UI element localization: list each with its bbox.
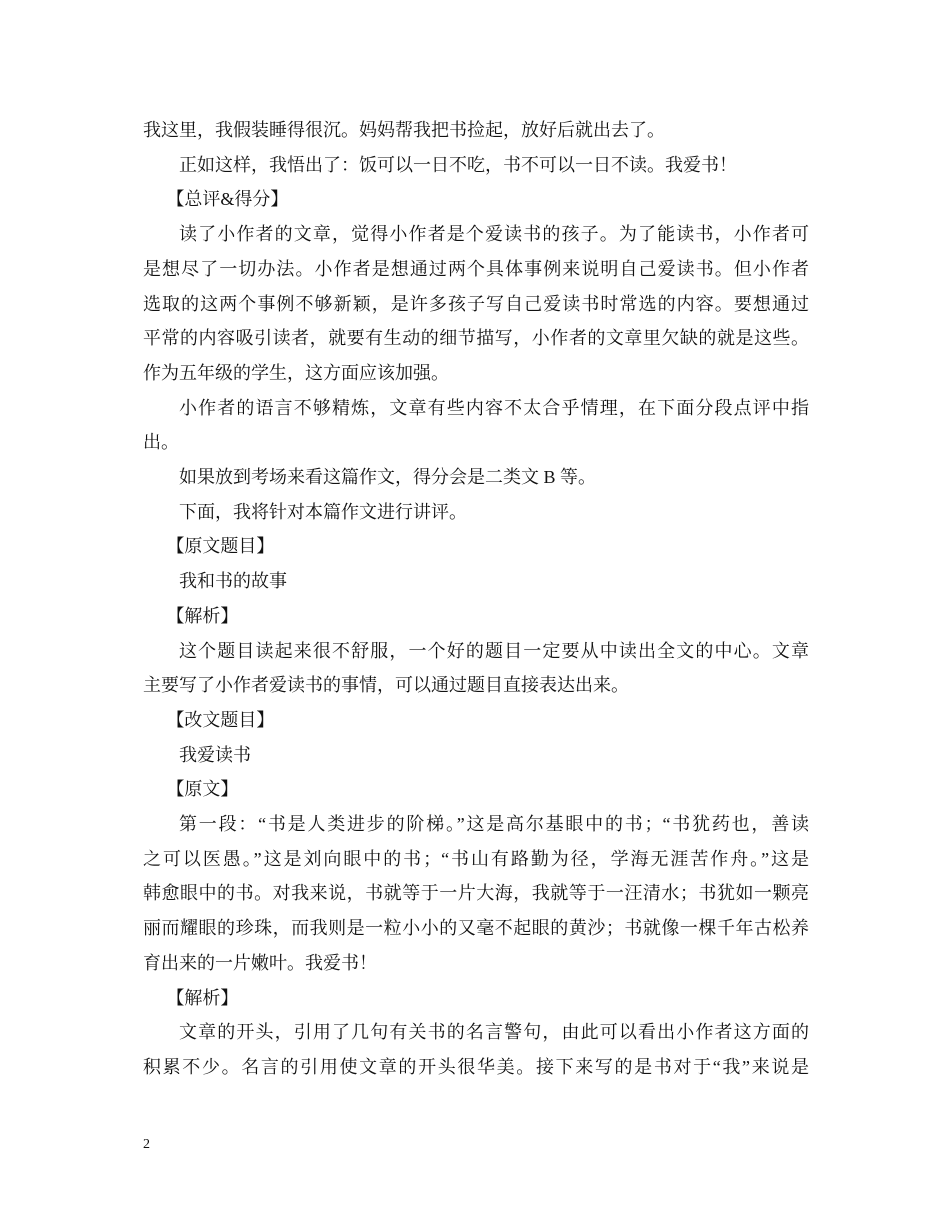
section-heading-text: 【解析】 <box>166 987 239 1008</box>
paragraph-line: 如果放到考场来看这篇作文，得分会是二类文 B 等。 <box>179 467 597 488</box>
paragraph-line: 第一段：“书是人类进步的阶梯。”这是高尔基眼中的书；“书犹药也，善读 <box>179 814 809 835</box>
paragraph-line: 读了小作者的文章，觉得小作者是个爱读书的孩子。为了能读书，小作者可 <box>179 224 809 245</box>
paragraph-line: 我这里，我假装睡得很沉。妈妈帮我把书捡起，放好后就出去了。 <box>143 120 665 140</box>
paragraph-line: 我和书的故事 <box>179 571 287 592</box>
section-heading-analysis <box>143 981 809 1016</box>
paragraph-line: 积累不少。名言的引用使文章的开头很华美。接下来写的是书对于“我”来说是 <box>143 1056 809 1077</box>
section-heading-original-title <box>143 529 809 564</box>
section-heading-text: 【改文题目】 <box>166 709 275 730</box>
paragraph-line: 小作者的语言不够精炼，文章有些内容不太合乎情理，在下面分段点评中指 <box>179 397 809 418</box>
paragraph <box>143 738 809 773</box>
paragraph-line: 文章的开头，引用了几句有关书的名言警句，由此可以看出小作者这方面的 <box>179 1022 809 1043</box>
page-number: 2 <box>143 1137 150 1152</box>
section-heading-revised-title <box>143 703 809 738</box>
section-heading-text: 【解析】 <box>166 605 239 626</box>
paragraph-line: 平常的内容吸引读者，就要有生动的细节描写，小作者的文章里欠缺的就是这些。 <box>143 328 809 349</box>
paragraph-line: 选取的这两个事例不够新颖，是许多孩子写自己爱读书时常选的内容。要想通过 <box>143 293 809 314</box>
paragraph <box>143 1015 809 1084</box>
document-body <box>143 113 809 1085</box>
section-heading-analysis <box>143 599 809 634</box>
paragraph <box>143 391 809 460</box>
paragraph <box>143 217 809 391</box>
paragraph-line: 之可以医愚。”这是刘向眼中的书；“书山有路勤为径，学海无涯苦作舟。”这是 <box>143 848 809 869</box>
paragraph-line: 下面，我将针对本篇作文进行讲评。 <box>179 501 467 522</box>
paragraph <box>143 564 809 599</box>
paragraph <box>143 634 809 703</box>
paragraph <box>143 495 809 530</box>
section-heading-summary-score <box>143 182 809 217</box>
paragraph <box>143 148 809 183</box>
paragraph <box>143 113 809 148</box>
section-heading-text: 【原文题目】 <box>166 536 275 557</box>
paragraph-line: 作为五年级的学生，这方面应该加强。 <box>143 362 449 383</box>
paragraph-line: 丽而耀眼的珍珠，而我则是一粒小小的又毫不起眼的黄沙；书就像一棵千年古松养 <box>143 918 809 939</box>
paragraph-line: 韩愈眼中的书。对我来说，书就等于一片大海，我就等于一汪清水；书犹如一颗亮 <box>143 883 809 904</box>
paragraph-line: 这个题目读起来很不舒服，一个好的题目一定要从中读出全文的中心。文章 <box>179 640 809 661</box>
paragraph-line: 我爱读书 <box>179 744 251 765</box>
paragraph <box>143 460 809 495</box>
paragraph-line: 是想尽了一切办法。小作者是想通过两个具体事例来说明自己爱读书。但小作者 <box>143 258 809 279</box>
paragraph-line: 正如这样，我悟出了：饭可以一日不吃，书不可以一日不读。我爱书！ <box>179 154 737 175</box>
paragraph-line: 主要写了小作者爱读书的事情，可以通过题目直接表达出来。 <box>143 675 629 696</box>
section-heading-text: 【原文】 <box>166 779 239 800</box>
paragraph-line: 育出来的一片嫩叶。我爱书！ <box>143 952 377 973</box>
section-heading-text: 【总评&得分】 <box>166 189 289 210</box>
section-heading-original-text <box>143 772 809 807</box>
paragraph-line: 出。 <box>143 432 179 453</box>
paragraph <box>143 807 809 981</box>
